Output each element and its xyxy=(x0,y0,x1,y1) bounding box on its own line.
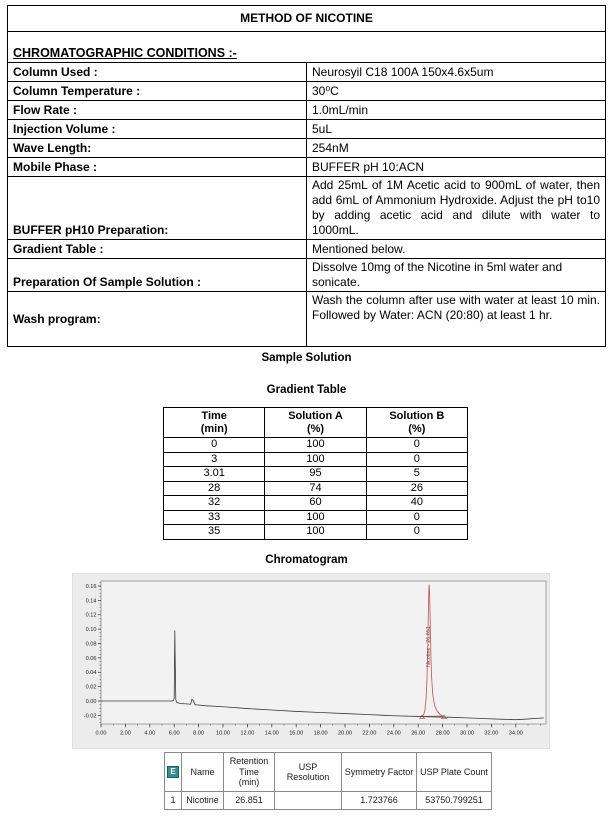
x-tick-label: 24.00 xyxy=(386,730,401,737)
chromatogram-plot xyxy=(72,573,550,749)
condition-value: Add 25mL of 1M Acetic acid to 900mL of water, then add 6mL of Ammonium Hydroxide. Adjust the pH to10 by adding acetic acid and dilute with water to 1000mL. xyxy=(307,177,606,240)
x-tick-label: 28.00 xyxy=(435,730,450,737)
plot-area xyxy=(101,581,546,724)
condition-value: 1.0mL/min xyxy=(307,101,606,120)
condition-label: Wave Length: xyxy=(8,139,307,158)
peak-results-table xyxy=(164,752,492,810)
condition-row xyxy=(8,292,606,347)
gradient-cell: 40 xyxy=(366,496,467,511)
peak-name: Nicotine xyxy=(182,792,224,810)
condition-row xyxy=(8,240,606,259)
conditions-table xyxy=(7,5,606,347)
x-tick-label: 2.00 xyxy=(119,730,131,737)
x-tick-label: 0.00 xyxy=(95,730,107,737)
gradient-cell: 100 xyxy=(265,452,366,467)
condition-value: 30⁰C xyxy=(307,82,606,101)
page-title: METHOD OF NICOTINE xyxy=(8,6,606,32)
x-tick-label: 20.00 xyxy=(338,730,352,737)
gradient-column-header: Time (min) xyxy=(164,408,265,438)
retention-time-header: Retention Time (min) xyxy=(224,753,275,792)
x-tick-label: 12.00 xyxy=(240,730,255,737)
gradient-cell: 3 xyxy=(164,452,265,467)
gradient-cell: 35 xyxy=(164,525,265,540)
symmetry-factor-header: Symmetry Factor xyxy=(342,753,417,792)
title-row xyxy=(8,6,606,32)
usp-plate-count-value: 53750.799251 xyxy=(417,792,492,810)
gradient-cell: 74 xyxy=(265,481,366,496)
gradient-cell: 100 xyxy=(265,525,366,540)
x-tick-label: 10.00 xyxy=(216,730,230,737)
condition-value: 5uL xyxy=(307,120,606,139)
gradient-table-heading: Gradient Table xyxy=(266,384,347,396)
condition-label: Preparation Of Sample Solution : xyxy=(8,259,307,292)
gradient-cell: 33 xyxy=(164,510,265,525)
gradient-cell: 100 xyxy=(265,510,366,525)
y-tick-label: 0.16 xyxy=(85,583,97,590)
gradient-cell: 5 xyxy=(366,467,467,482)
y-tick-label: 0.06 xyxy=(85,655,97,662)
sample-solution-heading: Sample Solution xyxy=(261,352,352,364)
condition-value: BUFFER pH 10:ACN xyxy=(307,158,606,177)
condition-value: Mentioned below. xyxy=(307,240,606,259)
gradient-cell: 100 xyxy=(265,438,366,453)
condition-row xyxy=(8,101,606,120)
condition-label: Wash program: xyxy=(8,292,307,347)
retention-time-value: 26.851 xyxy=(224,792,275,810)
gradient-cell: 60 xyxy=(265,496,366,511)
condition-label: Mobile Phase : xyxy=(8,158,307,177)
gradient-cell: 0 xyxy=(366,452,467,467)
chromatogram-svg xyxy=(73,574,549,748)
gradient-row xyxy=(164,452,468,467)
gradient-row xyxy=(164,496,468,511)
condition-row xyxy=(8,158,606,177)
condition-value: Wash the column after use with water at least 10 min. Followed by Water: ACN (20:80) at least 1 hr. xyxy=(307,292,606,347)
condition-value: Neurosyil C18 100A 150x4.6x5um xyxy=(307,63,606,82)
gradient-row xyxy=(164,481,468,496)
usp-plate-count-header: USP Plate Count xyxy=(417,753,492,792)
results-data-row xyxy=(165,792,492,810)
condition-label: Column Used : xyxy=(8,63,307,82)
gradient-cell: 0 xyxy=(366,438,467,453)
usp-resolution-value xyxy=(275,792,342,810)
symmetry-factor-value: 1.723766 xyxy=(342,792,417,810)
conditions-heading: CHROMATOGRAPHIC CONDITIONS :- xyxy=(13,46,237,60)
condition-label: Column Temperature : xyxy=(8,82,307,101)
x-tick-label: 34.00 xyxy=(508,730,523,737)
x-tick-label: 32.00 xyxy=(484,730,499,737)
y-tick-label: 0.14 xyxy=(85,598,97,605)
gradient-row xyxy=(164,525,468,540)
y-tick-label: 0.12 xyxy=(85,612,97,619)
y-tick-label: 0.00 xyxy=(85,698,97,705)
condition-row xyxy=(8,63,606,82)
x-tick-label: 6.00 xyxy=(168,730,180,737)
gradient-cell: 26 xyxy=(366,481,467,496)
condition-label: Injection Volume : xyxy=(8,120,307,139)
condition-row xyxy=(8,120,606,139)
peak-number: 1 xyxy=(165,792,182,810)
condition-label: BUFFER pH10 Preparation: xyxy=(8,177,307,240)
condition-row xyxy=(8,177,606,240)
gradient-row xyxy=(164,510,468,525)
gradient-cell: 0 xyxy=(366,510,467,525)
results-corner-header xyxy=(165,753,182,792)
x-tick-label: 8.00 xyxy=(193,730,205,737)
gradient-cell: 0 xyxy=(366,525,467,540)
y-tick-label: 0.04 xyxy=(85,670,97,677)
condition-value: Dissolve 10mg of the Nicotine in 5ml water and sonicate. xyxy=(307,259,606,292)
gradient-cell: 28 xyxy=(164,481,265,496)
y-tick-label: 0.02 xyxy=(85,684,97,691)
x-tick-label: 30.00 xyxy=(460,730,474,737)
gradient-table-header-row xyxy=(164,408,468,438)
conditions-heading-row xyxy=(8,32,606,63)
condition-row xyxy=(8,139,606,158)
gradient-column-header: Solution A (%) xyxy=(265,408,366,438)
condition-label: Gradient Table : xyxy=(8,240,307,259)
y-tick-label: -0.02 xyxy=(83,713,97,720)
peak-label: Nicotine - 26.851 xyxy=(426,626,433,667)
usp-resolution-header: USP Resolution xyxy=(275,753,342,792)
condition-value: 254nM xyxy=(307,139,606,158)
x-tick-label: 14.00 xyxy=(264,730,279,737)
gradient-cell: 32 xyxy=(164,496,265,511)
x-tick-label: 16.00 xyxy=(289,730,304,737)
x-tick-label: 18.00 xyxy=(313,730,328,737)
gradient-cell: 95 xyxy=(265,467,366,482)
gradient-table xyxy=(163,407,468,540)
gradient-cell: 3.01 xyxy=(164,467,265,482)
chromatogram-heading: Chromatogram xyxy=(265,554,348,566)
x-tick-label: 22.00 xyxy=(362,730,377,737)
results-header-row xyxy=(165,753,492,792)
condition-row xyxy=(8,82,606,101)
condition-label: Flow Rate : xyxy=(8,101,307,120)
y-tick-label: 0.08 xyxy=(85,641,97,648)
gradient-row xyxy=(164,467,468,482)
y-tick-label: 0.10 xyxy=(85,627,97,634)
x-tick-label: 26.00 xyxy=(411,730,426,737)
gradient-column-header: Solution B (%) xyxy=(366,408,467,438)
condition-row xyxy=(8,259,606,292)
x-tick-label: 4.00 xyxy=(144,730,156,737)
gradient-row xyxy=(164,438,468,453)
gradient-cell: 0 xyxy=(164,438,265,453)
name-header: Name xyxy=(182,753,224,792)
empower-table-icon: E xyxy=(167,766,179,778)
